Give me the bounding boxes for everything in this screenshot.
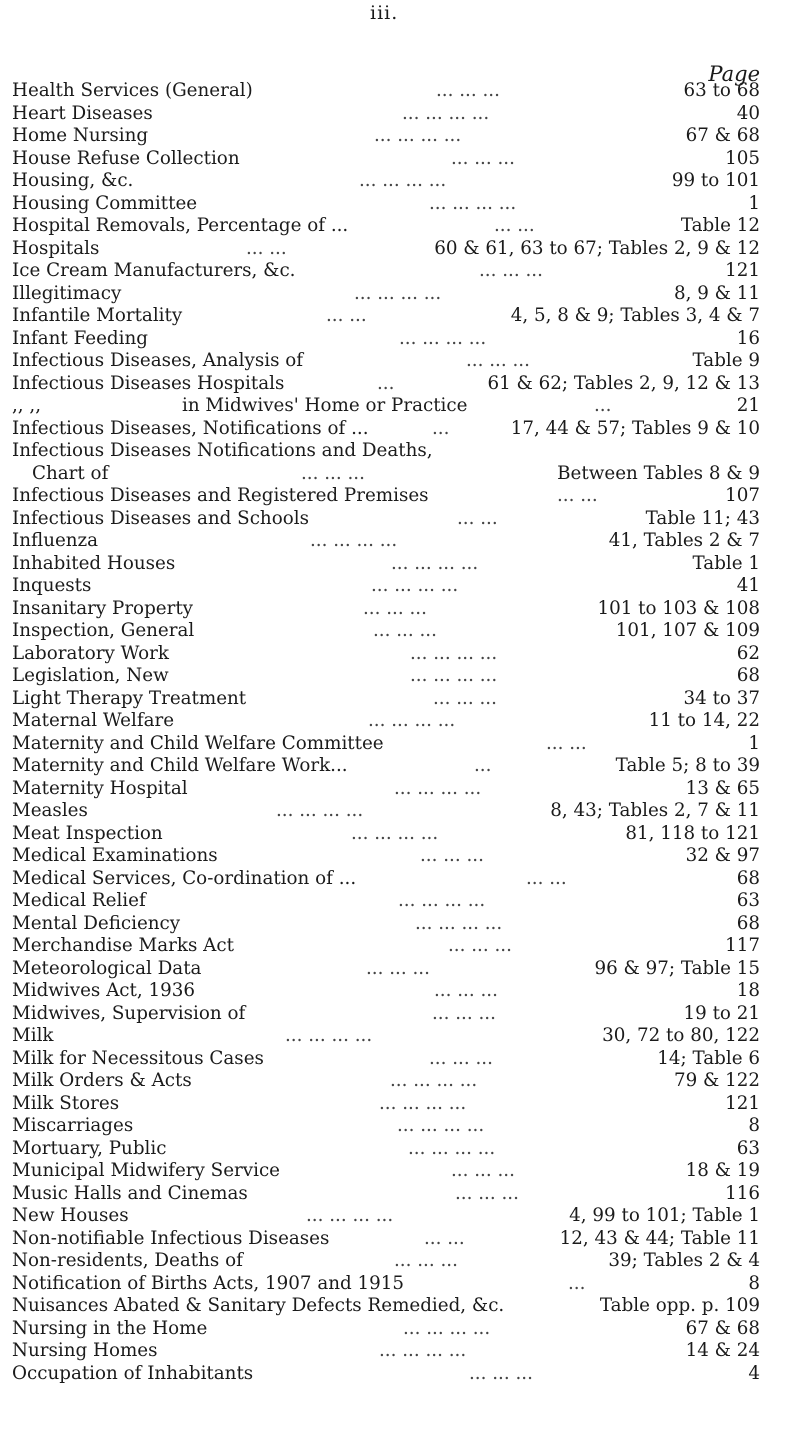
entry-label: Ice Cream Manufacturers, &c. [12,260,296,281]
entry-label: Nursing in the Home [12,1317,208,1339]
entry-label: Mortuary, Public [12,1137,167,1159]
dot-leader: ... ... ... [448,935,512,956]
entry-label: Housing Committee [12,192,198,214]
entry-page-ref: 4, 5, 8 & 9; Tables 3, 4 & 7 [510,305,760,326]
dot-leader: ... ... ... [394,1250,458,1271]
dot-leader: ... ... ... [420,845,484,866]
entry-label: Inhabited Houses [12,552,176,574]
entry-label: Maternity Hospital [12,777,188,799]
entry-label: Health Services (General) [12,80,253,101]
entry-label: Miscarriages [12,1115,134,1136]
dot-leader: ... ... ... [451,1160,515,1181]
entry-page-ref: Table 11; 43 [645,507,760,529]
entry-label: Infectious Diseases Hospitals [12,372,285,394]
dot-leader: ... ... [557,485,598,506]
entry-page-ref: 101, 107 & 109 [615,620,760,641]
entry-page-ref: 14; Table 6 [657,1047,760,1069]
entry-label: Music Halls and Cinemas [12,1182,248,1204]
entry-label: Infantile Mortality [12,305,183,326]
index-entry [12,1205,760,1228]
ditto-mark: ,, ,, [12,395,42,416]
entry-page-ref: 107 [725,485,760,506]
index-entry [12,1160,760,1183]
entry-label: Infant Feeding [12,327,148,349]
entry-label: in Midwives' Home or Practice [182,395,468,416]
entry-page-ref: 117 [725,935,760,956]
entry-label: Meteorological Data [12,957,202,979]
dot-leader: ... ... ... ... [374,125,462,146]
dot-leader: ... ... ... ... [351,822,439,844]
entry-page-ref: 68 [736,912,760,934]
entry-label: Medical Services, Co-ordination of ... [12,867,357,889]
page-column-heading: Page [708,62,760,86]
entry-label: Infectious Diseases, Analysis of [12,350,304,371]
entry-page-ref: 4, 99 to 101; Table 1 [569,1205,760,1226]
entry-page-ref: 68 [736,867,760,889]
entry-label: Chart of [32,462,109,484]
dot-leader: ... ... ... [436,80,500,101]
entry-page-ref: 39; Tables 2 & 4 [608,1250,760,1271]
dot-leader: ... ... ... ... [394,777,482,799]
entry-page-ref: 63 [736,890,760,911]
entry-label: Laboratory Work [12,642,169,664]
entry-label: Medical Relief [12,890,146,911]
dot-leader: ... ... ... ... [398,890,486,911]
entry-label: Infectious Diseases Notifications and Deaths, [12,440,433,461]
index-entry [12,733,760,756]
entry-label: Municipal Midwifery Service [12,1160,280,1181]
entry-page-ref: 8, 43; Tables 2, 7 & 11 [550,800,760,821]
dot-leader: ... ... ... ... [391,552,479,574]
entry-label: Maternal Welfare [12,710,175,731]
dot-leader: ... ... ... [433,687,497,709]
entry-label: Medical Examinations [12,845,218,866]
entry-label: Maternity and Child Welfare Work... [12,755,348,776]
entry-label: House Refuse Collection [12,147,240,169]
index-entry [12,845,760,868]
entry-label: Midwives Act, 1936 [12,980,196,1001]
entry-label: Infectious Diseases, Notifications of ... [12,417,369,439]
index-entry [12,1093,760,1116]
dot-leader: ... [594,395,612,416]
dot-leader: ... ... ... ... [310,530,398,551]
entry-page-ref: 1 [748,732,760,754]
entry-page-ref: 67 & 68 [685,1317,760,1339]
dot-leader: ... ... [526,867,567,889]
index-entry [12,1115,760,1138]
entry-label: Non-notifiable Infectious Diseases [12,1227,330,1249]
index-entry [12,1250,760,1273]
index-entry [12,575,760,598]
page-number: iii. [370,2,399,24]
entry-page-ref: 81, 118 to 121 [625,822,760,844]
entry-page-ref: 67 & 68 [685,125,760,146]
index-entry [12,485,760,508]
index-entry [12,598,760,621]
index-entry [12,710,760,733]
dot-leader: ... [377,372,395,394]
dot-leader: ... ... [424,1227,465,1249]
dot-leader: ... ... ... [301,462,365,484]
index-entry [12,800,760,823]
index-entry [12,1183,760,1206]
dot-leader: ... ... ... ... [397,1115,485,1136]
entry-page-ref: 1 [748,192,760,214]
dot-leader: ... ... ... ... [371,575,459,596]
entry-page-ref: 18 & 19 [685,1160,760,1181]
index-entry [12,395,760,418]
dot-leader: ... ... ... [469,1362,533,1384]
index-entry [12,193,760,216]
index-entry [12,913,760,936]
entry-page-ref: 34 to 37 [683,687,760,709]
index-entry [12,463,760,486]
index-entry [12,688,760,711]
index-entry [12,643,760,666]
dot-leader: ... ... ... ... [415,912,503,934]
index-entry [12,1070,760,1093]
entry-page-ref: 96 & 97; Table 15 [594,957,760,979]
index-entry [12,125,760,148]
index-entry [12,508,760,531]
index-entry [12,1318,760,1341]
entry-page-ref: 41, Tables 2 & 7 [608,530,760,551]
entry-label: Milk for Necessitous Cases [12,1047,264,1069]
dot-leader: ... ... ... [479,260,543,281]
dot-leader: ... [432,417,450,439]
index-entries [12,80,760,1385]
dot-leader: ... ... ... ... [276,800,364,821]
entry-page-ref: 12, 43 & 44; Table 11 [559,1227,760,1249]
entry-page-ref: 105 [725,147,760,169]
index-entry [12,1025,760,1048]
entry-label: Infectious Diseases and Schools [12,507,309,529]
index-entry [12,440,760,463]
index-entry [12,260,760,283]
entry-label: Infectious Diseases and Registered Premises [12,485,429,506]
entry-page-ref: 13 & 65 [685,777,760,799]
entry-page-ref: 63 [736,1137,760,1159]
index-entry [12,418,760,441]
entry-page-ref: 63 to 68 [683,80,760,101]
index-entry [12,553,760,576]
entry-label: Insanitary Property [12,597,194,619]
dot-leader: ... ... ... ... [390,1070,478,1091]
entry-label: Midwives, Supervision of [12,1002,246,1024]
index-entry [12,980,760,1003]
index-entry [12,238,760,261]
index-entry [12,1363,760,1386]
entry-label: Housing, &c. [12,170,134,191]
entry-page-ref: Table opp. p. 109 [599,1295,760,1316]
dot-leader: ... ... [546,732,587,754]
dot-leader: ... ... ... ... [354,282,442,304]
entry-page-ref: 121 [725,1092,760,1114]
index-entry [12,170,760,193]
entry-page-ref: 60 & 61, 63 to 67; Tables 2, 9 & 12 [434,237,760,259]
entry-page-ref: 116 [725,1182,760,1204]
dot-leader: ... ... ... [373,620,437,641]
entry-page-ref: 62 [736,642,760,664]
index-entry [12,868,760,891]
index-entry [12,755,760,778]
index-entry [12,103,760,126]
entry-label: Nuisances Abated & Sanitary Defects Remedied, &c. [12,1295,505,1316]
dot-leader: ... ... ... ... [379,1092,467,1114]
index-entry [12,80,760,103]
entry-label: Hospitals [12,237,100,259]
entry-page-ref: 8, 9 & 11 [673,282,760,304]
dot-leader: ... [568,1272,586,1294]
entry-label: Mental Deficiency [12,912,181,934]
entry-page-ref: Between Tables 8 & 9 [557,462,760,484]
entry-label: Heart Diseases [12,102,153,124]
index-entry [12,1273,760,1296]
index-entry [12,665,760,688]
entry-label: Illegitimacy [12,282,122,304]
index-entry [12,1048,760,1071]
entry-label: Milk Orders & Acts [12,1070,192,1091]
entry-page-ref: Table 12 [680,215,760,236]
entry-label: Influenza [12,530,99,551]
index-entry [12,958,760,981]
index-entry [12,935,760,958]
entry-page-ref: 14 & 24 [685,1340,760,1361]
dot-leader: ... ... ... [429,1047,493,1069]
entry-page-ref: 18 [736,980,760,1001]
index-entry [12,778,760,801]
entry-page-ref: 16 [736,327,760,349]
entry-page-ref: 21 [736,395,760,416]
dot-leader: ... ... ... [432,1002,496,1024]
entry-label: Hospital Removals, Percentage of ... [12,215,349,236]
index-entry [12,1340,760,1363]
dot-leader: ... ... ... ... [368,710,456,731]
dot-leader: ... ... ... ... [359,170,447,191]
entry-page-ref: Table 5; 8 to 39 [615,755,760,776]
dot-leader: ... ... ... ... [379,1340,467,1361]
entry-page-ref: 19 to 21 [683,1002,760,1024]
entry-page-ref: 32 & 97 [685,845,760,866]
entry-label: Non-residents, Deaths of [12,1250,243,1271]
entry-page-ref: 17, 44 & 57; Tables 9 & 10 [510,417,760,439]
entry-page-ref: Table 9 [692,350,760,371]
dot-leader: ... ... ... ... [408,1137,496,1159]
index-entry [12,215,760,238]
entry-label: New Houses [12,1205,129,1226]
dot-leader: ... ... ... [434,980,498,1001]
dot-leader: ... ... ... ... [410,642,498,664]
entry-label: Notification of Births Acts, 1907 and 1915 [12,1272,405,1294]
entry-page-ref: 61 & 62; Tables 2, 9, 12 & 13 [487,372,760,394]
dot-leader: ... ... ... ... [410,665,498,686]
entry-page-ref: 41 [736,575,760,596]
entry-page-ref: 68 [736,665,760,686]
dot-leader: ... ... ... ... [403,1317,491,1339]
dot-leader: ... ... ... ... [429,192,517,214]
index-entry [12,350,760,373]
dot-leader: ... ... [457,507,498,529]
entry-page-ref: 40 [736,102,760,124]
entry-page-ref: 8 [748,1115,760,1136]
entry-label: Meat Inspection [12,822,163,844]
entry-page-ref: 121 [725,260,760,281]
entry-label: Milk [12,1025,54,1046]
dot-leader: ... ... [246,237,287,259]
entry-page-ref: 11 to 14, 22 [648,710,760,731]
dot-leader: ... ... ... [466,350,530,371]
index-entry [12,890,760,913]
entry-label: Measles [12,800,88,821]
entry-page-ref: 4 [748,1362,760,1384]
dot-leader: ... ... ... [363,597,427,619]
entry-page-ref: Table 1 [692,552,760,574]
dot-leader: ... [474,755,492,776]
entry-label: Light Therapy Treatment [12,687,247,709]
index-entry [12,1228,760,1251]
entry-page-ref: 8 [748,1272,760,1294]
entry-page-ref: 101 to 103 & 108 [597,597,760,619]
entry-label: Milk Stores [12,1092,120,1114]
entry-label: Home Nursing [12,125,149,146]
dot-leader: ... ... ... [366,957,430,979]
index-entry [12,328,760,351]
index-entry [12,1003,760,1026]
dot-leader: ... ... ... [451,147,515,169]
index-entry [12,530,760,553]
index-entry [12,1295,760,1318]
dot-leader: ... ... [494,215,535,236]
entry-label: Maternity and Child Welfare Committee [12,732,384,754]
dot-leader: ... ... ... ... [399,327,487,349]
entry-label: Inquests [12,575,92,596]
entry-page-ref: 99 to 101 [671,170,760,191]
entry-page-ref: 79 & 122 [673,1070,760,1091]
dot-leader: ... ... ... ... [402,102,490,124]
entry-page-ref: 30, 72 to 80, 122 [602,1025,760,1046]
index-entry [12,1138,760,1161]
index-entry [12,373,760,396]
entry-label: Legislation, New [12,665,169,686]
dot-leader: ... ... ... ... [285,1025,373,1046]
dot-leader: ... ... [326,305,367,326]
index-entry [12,823,760,846]
index-entry [12,148,760,171]
entry-label: Inspection, General [12,620,195,641]
index-entry [12,283,760,306]
dot-leader: ... ... ... [455,1182,519,1204]
entry-label: Nursing Homes [12,1340,158,1361]
entry-label: Merchandise Marks Act [12,935,234,956]
index-entry [12,305,760,328]
index-entry [12,620,760,643]
dot-leader: ... ... ... ... [306,1205,394,1226]
entry-label: Occupation of Inhabitants [12,1362,254,1384]
